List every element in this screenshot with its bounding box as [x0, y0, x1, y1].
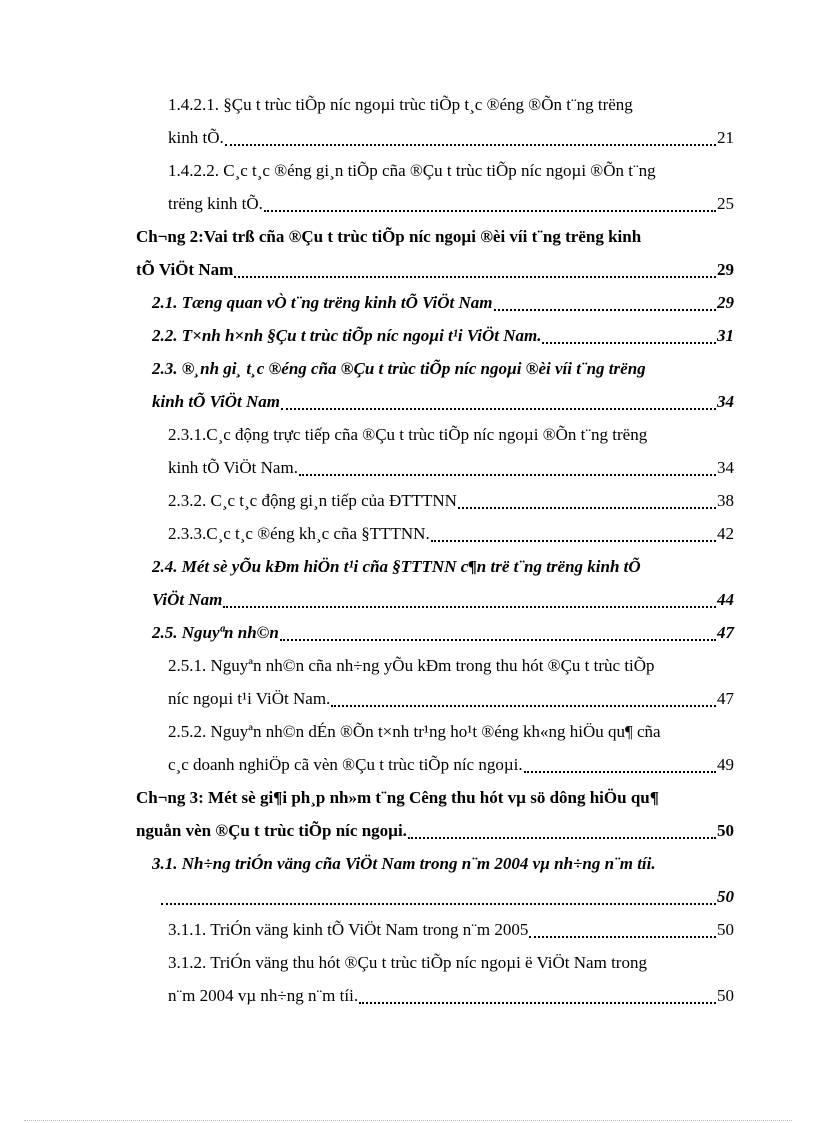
toc-entry-text: kinh tÕ ViÖt Nam.: [168, 458, 298, 477]
toc-entry-text: 2.5.2. Nguyªn nh©n dÉn ®Õn t×nh tr¹ng ho¹t ®éng kh«ng hiÖu qu¶ cña: [168, 722, 661, 741]
toc-entry-text: ViÖt Nam: [152, 590, 223, 609]
toc-entry-text: n¨m 2004 vµ nh÷ng n¨m tíi.: [168, 986, 359, 1005]
toc-entry-text: 1.4.2.1. §Çu t trùc tiÕp níc ngoµi trùc tiÕp t¸c ®éng ®Õn t¨ng trëng: [168, 95, 633, 114]
toc-entry: [168, 688, 734, 710]
dot-leader: [458, 506, 716, 509]
toc-section: [152, 853, 734, 875]
dot-leader: [331, 704, 716, 707]
toc-section: [152, 589, 734, 611]
toc-entry: [168, 160, 734, 182]
toc-entry: [168, 952, 734, 974]
toc-entry-text: 2.3.1.C¸c động trực tiếp cña ®Çu t trùc tiÕp níc ngoµi ®Õn t¨ng trëng: [168, 425, 648, 444]
toc-entry: [168, 490, 734, 512]
toc-section: [152, 325, 734, 347]
toc-section: [152, 292, 734, 314]
toc-entry-text: níc ngoµi t¹i ViÖt Nam.: [168, 689, 331, 708]
toc-chapter: [136, 820, 734, 842]
toc-page-number: 42: [717, 524, 734, 543]
toc-entry-text: 3.1.1. TriÓn väng kinh tÕ ViÖt Nam trong n¨m 2005: [168, 920, 529, 939]
dot-leader: [223, 605, 716, 608]
toc-entry: [168, 193, 734, 215]
toc-entry-text: kinh tÕ.: [168, 128, 224, 147]
toc-section: [152, 622, 734, 644]
toc-page-number: 38: [717, 491, 734, 510]
dot-leader: [280, 638, 716, 641]
toc-entry-text: 2.3.3.C¸c t¸c ®éng kh¸c cña §TTTNN.: [168, 524, 430, 543]
toc-entry-text: c¸c doanh nghiÖp cã vèn ®Çu t trùc tiÕp níc ngoµi.: [168, 755, 523, 774]
toc-page-number: 34: [717, 392, 734, 411]
dot-leader: [542, 341, 716, 344]
toc-entry-text: Ch¬ng 3: Mét sè gi¶i ph¸p nh»m t¨ng Cêng thu hót vµ sö dông hiÖu qu¶: [136, 788, 659, 807]
dot-leader: [408, 836, 716, 839]
toc-entry: [168, 985, 734, 1007]
toc-chapter: [136, 226, 734, 248]
dot-leader: [264, 209, 716, 212]
toc-section: [152, 556, 734, 578]
toc-entry-text: 2.4. Mét sè yÕu kÐm hiÖn t¹i cña §TTTNN c¶n trë t¨ng trëng kinh tÕ: [152, 557, 641, 576]
toc-entry-text: 2.3. ®¸nh gi¸ t¸c ®éng cña ®Çu t trùc tiÕp níc ngoµi ®èi víi t¨ng trëng: [152, 359, 646, 378]
toc-page-number: 25: [717, 194, 734, 213]
dot-leader: [234, 275, 716, 278]
toc-entry-text: 3.1. Nh÷ng triÓn väng cña ViÖt Nam trong n¨m 2004 vµ nh÷ng n¨m tíi.: [152, 854, 656, 873]
toc-page-number: 47: [717, 689, 734, 708]
dot-leader: [494, 308, 716, 311]
toc-entry: [168, 919, 734, 941]
toc-entry: [168, 457, 734, 479]
toc-entry: [168, 721, 734, 743]
dot-leader: [431, 539, 716, 542]
toc-entry: [168, 424, 734, 446]
dot-leader: [225, 143, 716, 146]
toc-entry-text: 2.3.2. C¸c t¸c động gi¸n tiếp của ĐTTTNN: [168, 491, 457, 510]
toc-entry-text: 2.2. T×nh h×nh §Çu t trùc tiÕp níc ngoµi t¹i ViÖt Nam.: [152, 326, 542, 345]
toc-entry: [168, 523, 734, 545]
toc-section: [152, 358, 734, 380]
dot-leader: [529, 935, 716, 938]
toc-entry-text: trëng kinh tÕ.: [168, 194, 263, 213]
toc-entry-text: nguån vèn ®Çu t trùc tiÕp níc ngoµi.: [136, 821, 407, 840]
toc-entry: [168, 754, 734, 776]
toc-page-number: 34: [717, 458, 734, 477]
toc-entry-text: 2.5. Nguyªn nh©n: [152, 623, 279, 642]
toc-entry-text: 3.1.2. TriÓn väng thu hót ®Çu t trùc tiÕp níc ngoµi ë ViÖt Nam trong: [168, 953, 647, 972]
toc-entry-text: kinh tÕ ViÖt Nam: [152, 392, 281, 411]
toc-page-number: 47: [717, 623, 734, 642]
toc-section: [152, 391, 734, 413]
dot-leader: [299, 473, 716, 476]
toc-page-number: 50: [717, 821, 734, 840]
toc-chapter: [136, 259, 734, 281]
toc-entry-text: 2.1. Tæng quan vÒ t¨ng trëng kinh tÕ ViÖt Nam: [152, 293, 493, 312]
toc-entry: [168, 655, 734, 677]
toc-entry-text: Ch¬ng 2:Vai trß cña ®Çu t trùc tiÕp níc ngoµi ®èi víi t¨ng trëng kinh: [136, 227, 642, 246]
toc-page-number: 31: [717, 326, 734, 345]
dot-leader: [281, 407, 716, 410]
toc-page-number: 50: [717, 986, 734, 1005]
toc-page-number: 50: [717, 920, 734, 939]
toc-entry-text: 2.5.1. Nguyªn nh©n cña nh÷ng yÕu kÐm trong thu hót ®Çu t trùc tiÕp: [168, 656, 655, 675]
toc-entry-text: tÕ ViÖt Nam: [136, 260, 234, 279]
toc-section: [160, 886, 734, 908]
toc-entry-text: 1.4.2.2. C¸c t¸c ®éng gi¸n tiÕp cña ®Çu t trùc tiÕp níc ngoµi ®Õn t¨ng: [168, 161, 656, 180]
toc-page-number: 29: [717, 293, 734, 312]
toc-chapter: [136, 787, 734, 809]
dot-leader: [161, 902, 716, 905]
toc-entry: [168, 127, 734, 149]
toc-page-number: 50: [717, 887, 734, 906]
toc-page-number: 29: [717, 260, 734, 279]
page-bottom-border: [24, 1120, 792, 1121]
toc-page-number: 44: [717, 590, 734, 609]
dot-leader: [524, 770, 716, 773]
toc-page-number: 49: [717, 755, 734, 774]
toc-page-number: 21: [717, 128, 734, 147]
dot-leader: [359, 1001, 716, 1004]
toc-entry: [168, 94, 734, 116]
